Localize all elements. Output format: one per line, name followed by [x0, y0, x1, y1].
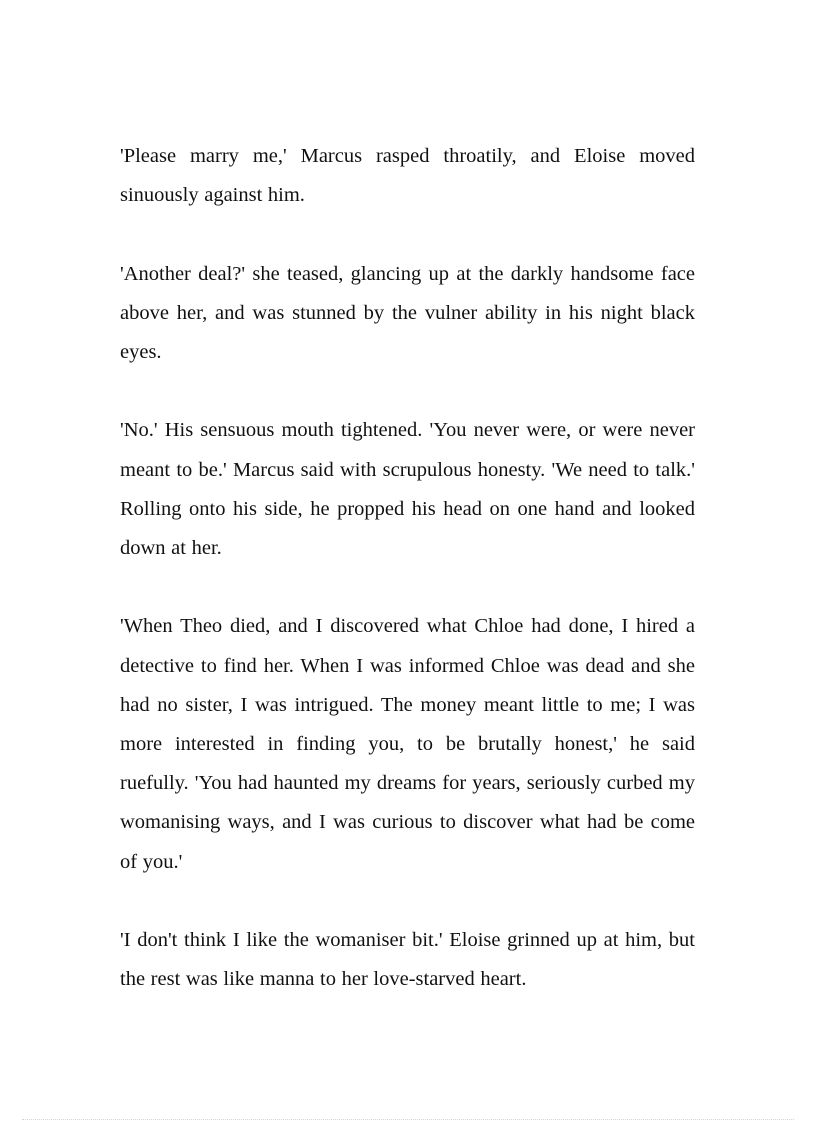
paragraph-3: 'No.' His sensuous mouth tightened. 'You never were, or were never meant to be.' Marcus said with scrupulous honesty. 'We need to talk.' Rolling onto his side, he propped his head on one hand and looked down at her.: [120, 419, 695, 559]
paragraph-1: 'Please marry me,' Marcus rasped throatily, and Eloise moved sinuously against him.: [120, 145, 695, 207]
paragraph-4: 'When Theo died, and I discovered what Chloe had done, I hired a detective to find her. When I was informed Chloe was dead and she had no sister, I was intrigued. The money meant little to me; I was more interested in finding you, to be brutally honest,' he said ruefully. 'You had haunted my dreams for years, seriously curbed my womanising ways, and I was curious to discover what had be come of you.': [120, 615, 695, 873]
paragraph-2: 'Another deal?' she teased, glancing up at the darkly handsome face above her, and was stunned by the vulner ability in his night black eyes.: [120, 262, 695, 363]
paragraph-5: 'I don't think I like the womaniser bit.' Eloise grinned up at him, but the rest was like manna to her love-starved heart.: [120, 929, 695, 991]
page-bottom-divider: [22, 1119, 794, 1120]
body-text: [120, 137, 695, 999]
